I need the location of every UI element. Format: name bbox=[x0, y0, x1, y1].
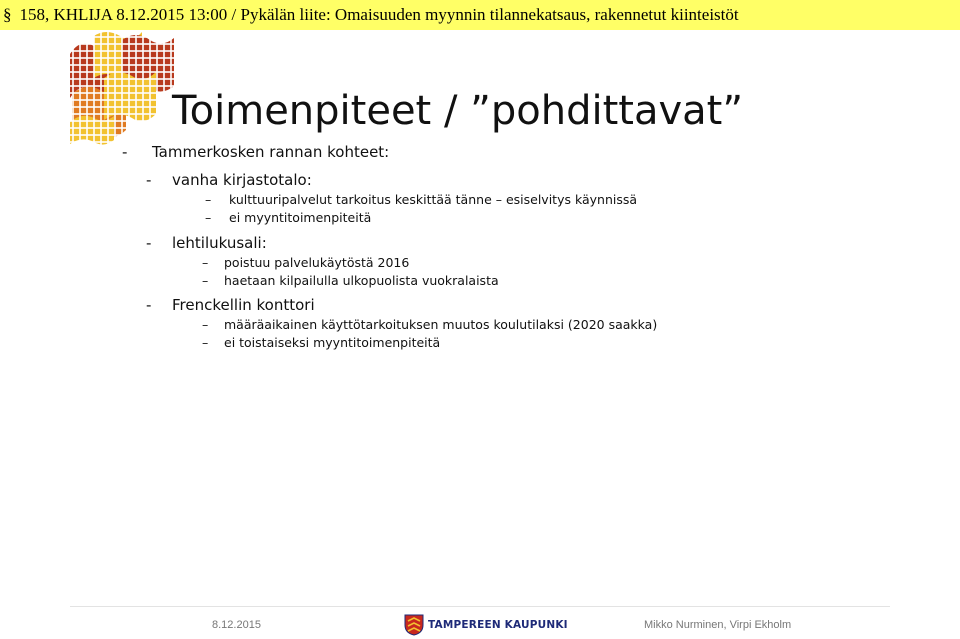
bullet-dash: - bbox=[146, 171, 152, 189]
list-item-level3 bbox=[205, 210, 372, 225]
list-item-text: kulttuuripalvelut tarkoitus keskittää tänne – esiselvitys käynnissä bbox=[229, 192, 638, 207]
list-item-level3 bbox=[202, 273, 499, 288]
list-item-level3 bbox=[202, 317, 658, 332]
list-item-level3 bbox=[205, 192, 638, 207]
list-item-text: Frenckellin konttori bbox=[172, 296, 315, 314]
list-item-text: haetaan kilpailulla ulkopuolista vuokralaista bbox=[224, 273, 499, 288]
footer-authors: Mikko Nurminen, Virpi Ekholm bbox=[644, 619, 792, 631]
footer-city-name: TAMPEREEN KAUPUNKI bbox=[428, 619, 568, 631]
slide-title: Toimenpiteet / ”pohdittavat” bbox=[172, 88, 744, 134]
section-mark: § bbox=[3, 5, 12, 24]
bullet-dash: – bbox=[202, 317, 209, 332]
tampere-wave-logo bbox=[66, 30, 178, 148]
bullet-dash: - bbox=[146, 296, 152, 314]
list-item-level3 bbox=[202, 255, 410, 270]
footer-divider bbox=[70, 606, 890, 607]
list-item-text: ei myyntitoimenpiteitä bbox=[229, 210, 372, 225]
tampere-coat-of-arms-icon bbox=[404, 614, 424, 636]
list-item-level3 bbox=[202, 335, 441, 350]
footer-date: 8.12.2015 bbox=[212, 619, 261, 631]
list-item-level2 bbox=[146, 171, 312, 189]
list-item-level1 bbox=[122, 143, 390, 161]
bullet-dash: – bbox=[202, 273, 209, 288]
list-item-text: Tammerkosken rannan kohteet: bbox=[152, 143, 390, 161]
bullet-dash: – bbox=[205, 192, 212, 207]
list-item-text: poistuu palvelukäytöstä 2016 bbox=[224, 255, 410, 270]
list-item-text: lehtilukusali: bbox=[172, 234, 267, 252]
list-item-text: määräaikainen käyttötarkoituksen muutos koulutilaksi (2020 saakka) bbox=[224, 317, 658, 332]
list-item-level2 bbox=[146, 234, 267, 252]
bullet-dash: - bbox=[146, 234, 152, 252]
list-item-text: ei toistaiseksi myyntitoimenpiteitä bbox=[224, 335, 441, 350]
bullet-dash: - bbox=[122, 143, 128, 161]
bullet-dash: – bbox=[202, 255, 209, 270]
bullet-dash: – bbox=[202, 335, 209, 350]
list-item-text: vanha kirjastotalo: bbox=[172, 171, 312, 189]
list-item-level2 bbox=[146, 296, 315, 314]
bullet-dash: – bbox=[205, 210, 212, 225]
header-banner bbox=[0, 0, 960, 30]
banner-text: 158, KHLIJA 8.12.2015 13:00 / Pykälän liite: Omaisuuden myynnin tilannekatsaus, rakennetut kiinteistöt bbox=[19, 5, 739, 24]
